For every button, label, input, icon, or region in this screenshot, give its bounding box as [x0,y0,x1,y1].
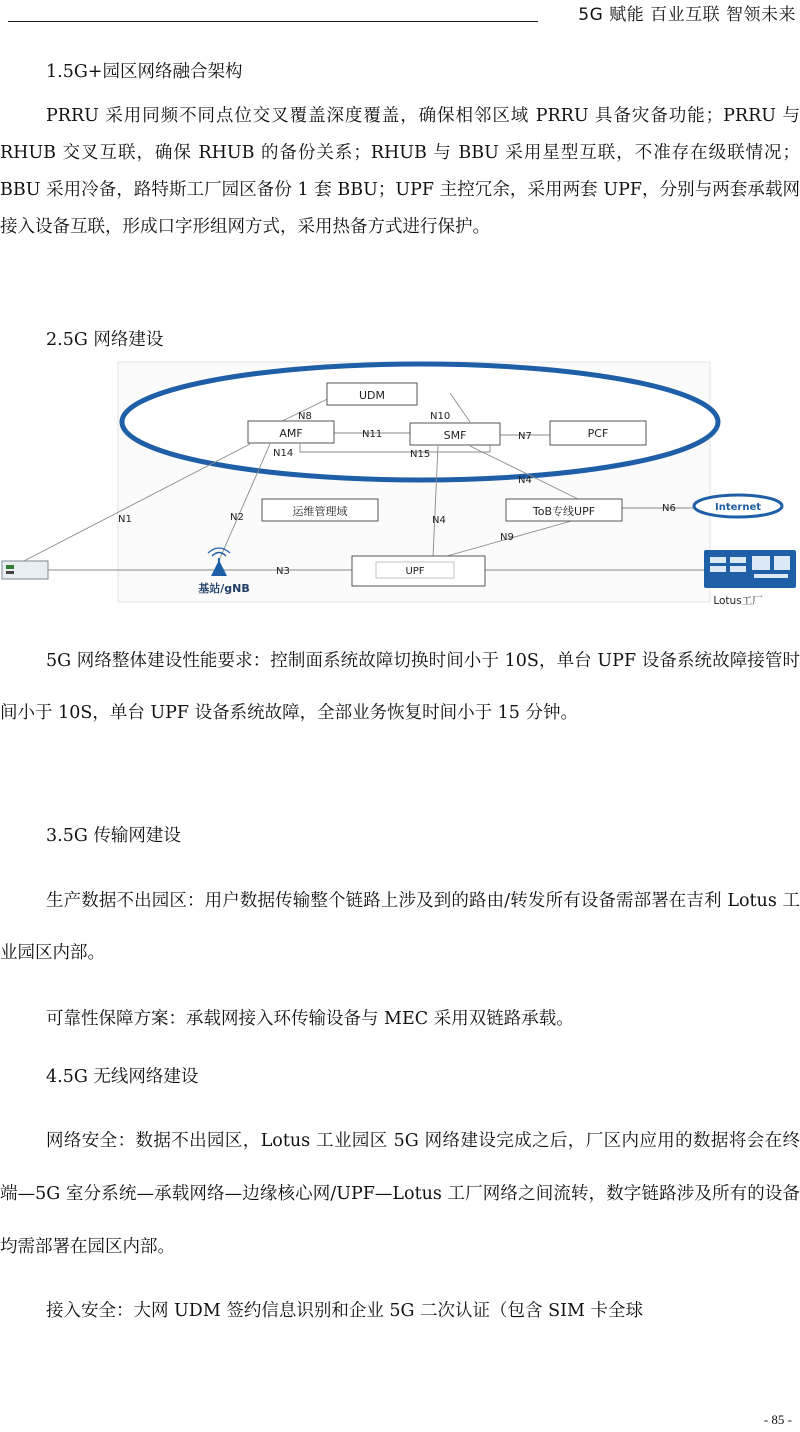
label-n8: N8 [298,411,312,422]
node-upf [352,556,485,586]
label-n15: N15 [410,449,431,460]
svg-text:PCF: PCF [587,427,609,440]
label-n7: N7 [518,431,532,442]
switch-device-icon [2,561,48,579]
section-3-body-1: 生产数据不出园区：用户数据传输整个链路上涉及到的路由/转发所有设备需部署在吉利 Lotus 工业园区内部。 [0,891,800,963]
svg-text:UPF: UPF [405,566,425,577]
section-2-heading: 2.5G 网络建设 [46,330,164,350]
header-title: 5G 赋能 百业互联 智领未来 [578,5,796,25]
node-tob-upf [506,499,622,521]
label-n4-tob: N4 [518,475,532,486]
label-n4-upf: N4 [432,515,446,526]
label-n9: N9 [500,532,514,543]
section-4-body-2: 接入安全：大网 UDM 签约信息识别和企业 5G 二次认证（包含 SIM 卡全球 [46,1301,644,1321]
label-n2: N2 [230,512,244,523]
gnb-label: 基站/gNB [198,582,250,595]
node-udm [327,383,417,405]
section-4-heading: 4.5G 无线网络建设 [46,1067,199,1087]
svg-text:ToB专线UPF: ToB专线UPF [532,505,596,518]
section-1-body: PRRU 采用同频不同点位交叉覆盖深度覆盖，确保相邻区域 PRRU 具备灾备功能；PRRU 与 RHUB 交叉互联，确保 RHUB 的备份关系；RHUB 与 BBU 采用星型互联，不准存在级联情况；BBU 采用冷备，路特斯工厂园区备份 1 套 BBU；UPF 主控冗余，采用两套 UPF，分别与两套承载网接入设备互联，形成口字形组网方式，采用热备方式进行保护。 [0,106,800,237]
label-n1: N1 [118,514,132,525]
svg-text:UDM: UDM [358,389,386,402]
section-3-body-2: 可靠性保障方案：承载网接入环传输设备与 MEC 采用双链路承载。 [46,1009,574,1029]
label-n3: N3 [276,566,290,577]
node-amf [248,421,334,443]
label-n14: N14 [273,448,294,459]
label-n6: N6 [662,503,676,514]
factory-servers-icon [704,550,796,588]
label-n10: N10 [430,411,451,422]
section-4-body-1: 网络安全：数据不出园区，Lotus 工业园区 5G 网络建设完成之后，厂区内应用的数据将会在终端—5G 室分系统—承载网络—边缘核心网/UPF—Lotus 工厂网络之间流转，数字链路涉及所有的设备均需部署在园区内部。 [0,1131,800,1257]
section-1-heading: 1.5G+园区网络融合架构 [46,62,243,82]
node-ops-domain [262,499,378,521]
section-2-body: 5G 网络整体建设性能要求：控制面系统故障切换时间小于 10S，单台 UPF 设备系统故障接管时间小于 10S，单台 UPF 设备系统故障，全部业务恢复时间小于 15 分钟。 [0,651,800,723]
internet-cloud-icon [694,495,782,517]
lotus-label: Lotus工厂 [713,595,763,607]
section-3-heading: 3.5G 传输网建设 [46,826,181,846]
svg-text:SMF: SMF [443,429,467,442]
svg-text:运维管理域: 运维管理域 [292,505,348,518]
label-n11: N11 [362,429,383,440]
node-smf [410,423,500,445]
node-pcf [550,421,646,445]
network-architecture-diagram [0,360,800,625]
header-rule [8,21,538,22]
page-number: - 85 - [763,1412,792,1427]
svg-text:AMF: AMF [279,427,303,440]
svg-text:Internet: Internet [714,502,762,513]
